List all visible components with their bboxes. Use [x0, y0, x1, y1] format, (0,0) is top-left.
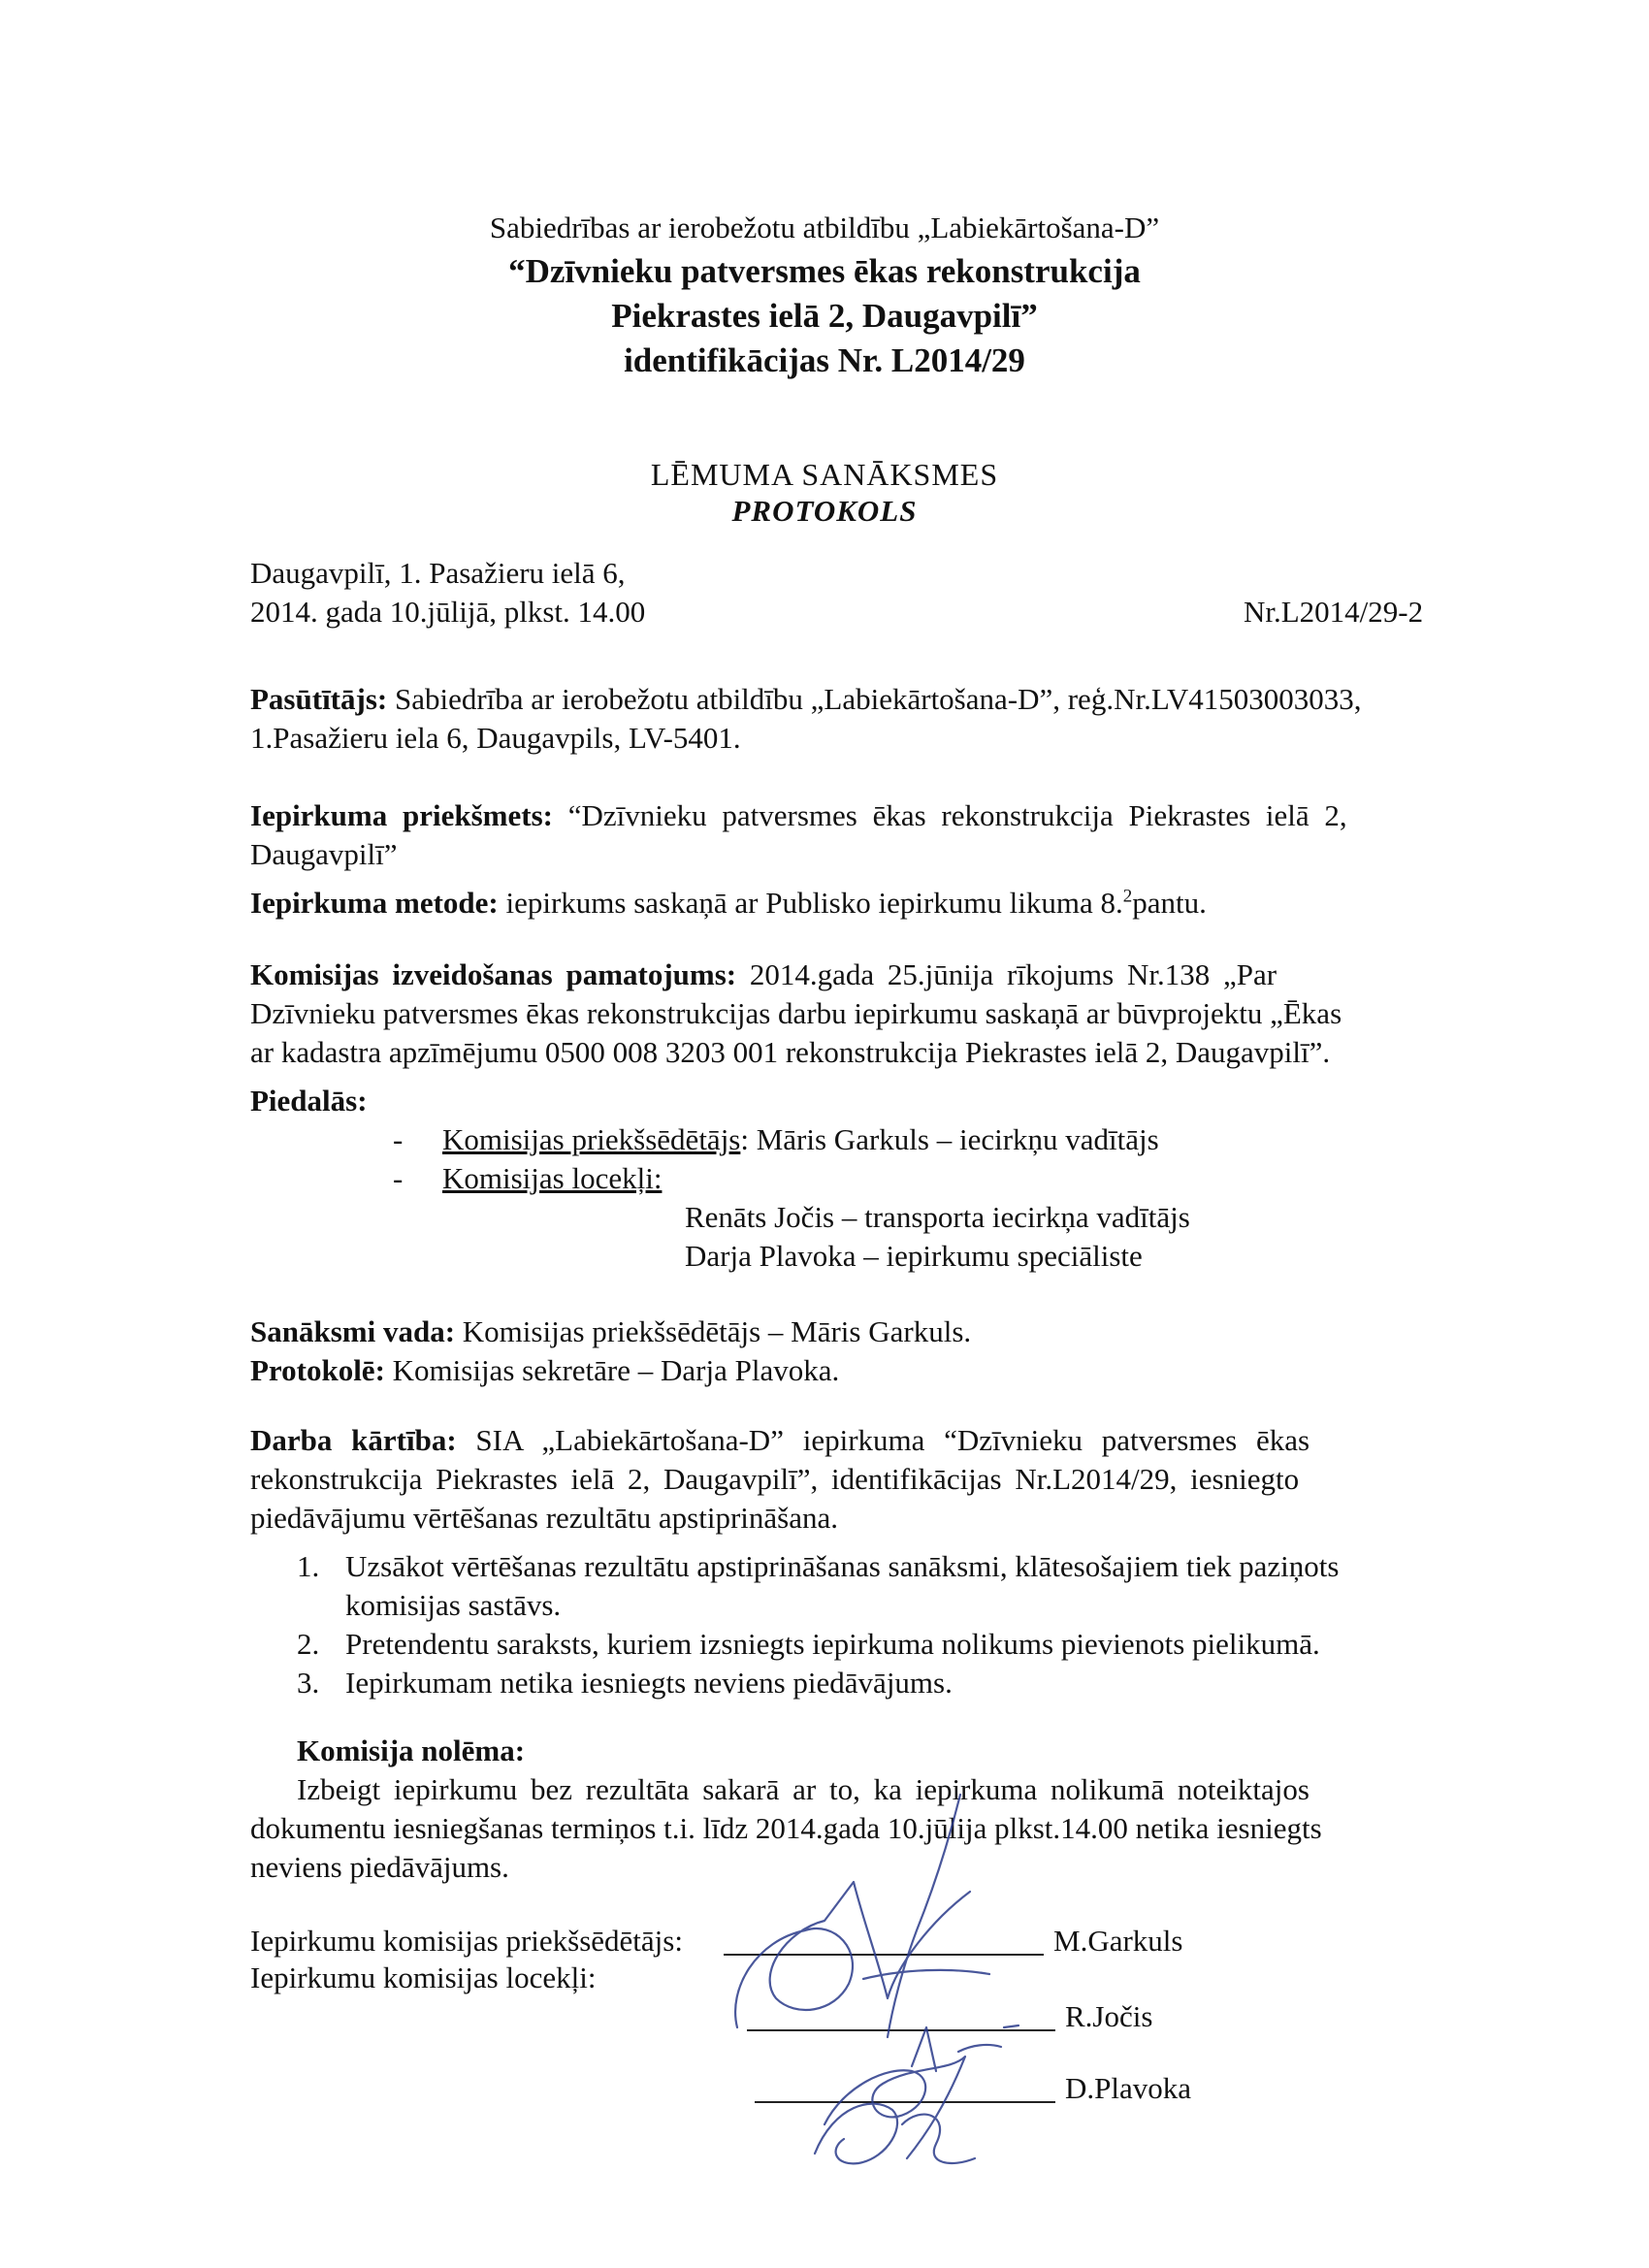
client-line2: 1.Pasažieru iela 6, Daugavpils, LV-5401.	[250, 721, 741, 755]
chair-name: : Māris Garkuls – iecirkņu vadītājs	[740, 1122, 1159, 1156]
handwritten-signatures-image	[718, 1775, 1086, 2183]
agenda-item-number: 1.	[297, 1549, 320, 1583]
signer-name-chair: M.Garkuls	[1053, 1924, 1183, 1958]
meeting-datetime: 2014. gada 10.jūlijā, plkst. 14.00	[250, 595, 646, 629]
member-1: Renāts Jočis – transporta iecirkņa vadītājs	[685, 1200, 1190, 1234]
signer-name-member-1: R.Jočis	[1065, 1999, 1153, 2033]
minutes-text: Komisijas sekretāre – Darja Plavoka.	[384, 1353, 840, 1387]
decision-label: Komisija nolēma:	[297, 1733, 526, 1767]
subject-text: “Dzīvnieku patversmes ēkas rekonstrukcija Piekrastes ielā 2,	[552, 798, 1347, 832]
meeting-led-label: Sanāksmi vada:	[250, 1314, 456, 1348]
member-2: Darja Plavoka – iepirkumu speciāliste	[685, 1239, 1143, 1273]
document-title-line3: identifikācijas Nr. L2014/29	[624, 341, 1025, 379]
agenda-item-number: 2.	[297, 1627, 320, 1661]
decision-line1: Izbeigt iepirkumu bez rezultāta sakarā ar to, ka iepirkuma nolikumā noteiktajos	[297, 1772, 1310, 1806]
basis-line3: ar kadastra apzīmējumu 0500 008 3203 001 rekonstrukcija Piekrastes ielā 2, Daugavpilī”.	[250, 1035, 1331, 1069]
agenda-label: Darba kārtība:	[250, 1423, 457, 1457]
basis-line1	[250, 956, 1277, 993]
client-label: Pasūtītājs:	[250, 682, 388, 716]
agenda-item-text: Uzsākot vērtēšanas rezultātu apstiprināšanas sanāksmi, klātesošajiem tiek paziņots	[345, 1549, 1340, 1583]
minutes-label: Protokolē:	[250, 1353, 385, 1387]
subject-line1	[250, 797, 1347, 834]
minutes-line	[250, 1352, 839, 1389]
meeting-led-text: Komisijas priekšsēdētājs – Māris Garkuls.	[455, 1314, 972, 1348]
client-line1	[250, 681, 1362, 718]
agenda-text: SIA „Labiekārtošana-D” iepirkuma “Dzīvnieku patversmes ēkas	[456, 1423, 1310, 1457]
agenda-item-text: Iepirkumam netika iesniegts neviens piedāvājums.	[345, 1666, 953, 1700]
doc-heading-line1: LĒMUMA SANĀKSMES	[650, 457, 999, 492]
attendee-dash-2: -	[393, 1161, 404, 1195]
agenda-line3: piedāvājumu vērtēšanas rezultātu apstiprināšana.	[250, 1501, 838, 1535]
agenda-line2: rekonstrukcija Piekrastes ielā 2, Daugavpilī”, identifikācijas Nr.L2014/29, iesniegto	[250, 1462, 1300, 1496]
chair-role: Komisijas priekšsēdētājs	[442, 1122, 741, 1156]
decision-line2: dokumentu iesniegšanas termiņos t.i. līdz 2014.gada 10.jūlija plkst.14.00 netika iesniegts	[250, 1811, 1322, 1845]
agenda-item-number: 3.	[297, 1666, 320, 1700]
client-text: Sabiedrība ar ierobežotu atbildību „Labiekārtošana-D”, reģ.Nr.LV41503003033,	[387, 682, 1362, 716]
agenda-item-text-cont: komisijas sastāvs.	[345, 1588, 562, 1622]
organization-line: Sabiedrības ar ierobežotu atbildību „Labiekārtošana-D”	[489, 211, 1160, 244]
basis-text: 2014.gada 25.jūnija rīkojums Nr.138 „Par	[736, 957, 1277, 991]
agenda-line1	[250, 1422, 1310, 1459]
chair-signature-label: Iepirkumu komisijas priekšsēdētājs:	[250, 1924, 683, 1958]
basis-label: Komisijas izveidošanas pamatojums:	[250, 957, 737, 991]
meeting-place: Daugavpilī, 1. Pasažieru ielā 6,	[250, 556, 626, 590]
method-superscript: 2	[1122, 886, 1133, 907]
method-text-after: pantu.	[1132, 886, 1207, 920]
signer-name-member-2: D.Plavoka	[1065, 2071, 1192, 2105]
members-role: Komisijas locekļi:	[442, 1161, 663, 1195]
meeting-led-line	[250, 1313, 971, 1350]
protocol-number: Nr.L2014/29-2	[1244, 595, 1424, 629]
decision-line3: neviens piedāvājums.	[250, 1850, 509, 1884]
attendee-dash-1: -	[393, 1122, 404, 1156]
agenda-item-text: Pretendentu saraksts, kuriem izsniegts iepirkuma nolikums pievienots pielikumā.	[345, 1627, 1320, 1661]
members-signature-label: Iepirkumu komisijas locekļi:	[250, 1960, 597, 1994]
chair-line	[442, 1121, 1159, 1158]
doc-heading-line2: PROTOKOLS	[731, 494, 918, 528]
subject-line2: Daugavpilī”	[250, 837, 398, 871]
document-title-line1: “Dzīvnieku patversmes ēkas rekonstrukcija	[508, 252, 1141, 290]
attendees-label: Piedalās:	[250, 1084, 368, 1118]
basis-line2: Dzīvnieku patversmes ēkas rekonstrukcijas darbu iepirkumu saskaņā ar būvprojektu „Ēkas	[250, 996, 1342, 1030]
method-text: iepirkums saskaņā ar Publisko iepirkumu likuma 8.	[498, 886, 1123, 920]
subject-label: Iepirkuma priekšmets:	[250, 798, 553, 832]
method-label: Iepirkuma metode:	[250, 886, 499, 920]
method-line	[250, 885, 1207, 922]
document-title-line2: Piekrastes ielā 2, Daugavpilī”	[611, 297, 1038, 335]
